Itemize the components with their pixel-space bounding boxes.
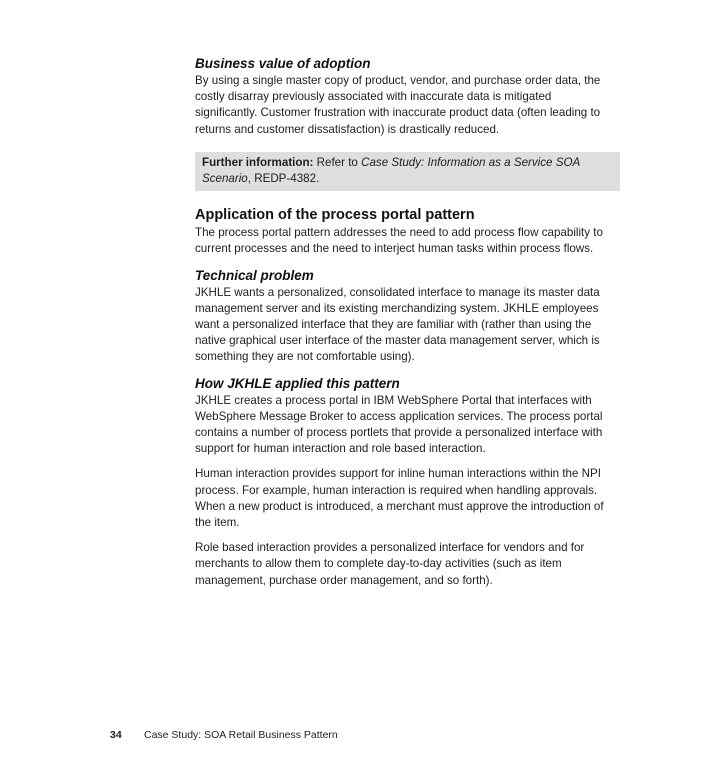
text-line: merchants to allow them to complete day-to-day activities (such as item (195, 557, 562, 571)
reference-id: , REDP-4382. (247, 172, 320, 186)
application-paragraph (195, 225, 620, 257)
text-line: contains a number of process portlets that provide a personalized interface with (195, 426, 603, 440)
application-heading: Application of the process portal pattern (195, 207, 475, 224)
how-applied-paragraph-2 (195, 466, 620, 531)
text-line: returns and customer dissatisfaction) is drastically reduced. (195, 122, 500, 136)
text-line: By using a single master copy of product, vendor, and purchase order data, the (195, 74, 601, 87)
text-line: the item. (195, 516, 240, 530)
text-line: something they are not comfortable using). (195, 350, 415, 364)
text-line: When a new product is introduced, a merchant must approve the introduction of (195, 499, 604, 513)
text-line: The process portal pattern addresses the need to add process flow capability to (195, 226, 603, 240)
text-line: management server and its existing merchandizing system. JKHLE employees (195, 301, 599, 315)
text-line: significantly. Customer frustration with inaccurate product data (often leading to (195, 106, 601, 120)
how-applied-paragraph-1 (195, 393, 620, 458)
further-information-box (195, 152, 620, 191)
further-information-text: Refer to (313, 155, 362, 169)
text-line: support for human interaction and role based interaction. (195, 442, 486, 456)
page-number: 34 (110, 729, 122, 741)
text-line: WebSphere Message Broker to access application services. The process portal (195, 409, 603, 423)
text-line: Human interaction provides support for inline human interactions within the NPI (195, 467, 601, 481)
technical-problem-paragraph (195, 285, 620, 366)
text-line: JKHLE wants a personalized, consolidated interface to manage its master data (195, 285, 600, 299)
reference-title-cont: Scenario (202, 172, 248, 186)
footer-title: Case Study: SOA Retail Business Pattern (144, 729, 338, 741)
reference-title: Case Study: Information as a Service SOA (361, 155, 581, 169)
text-line: native graphical user interface of the master data management server, which is (195, 334, 600, 348)
how-applied-heading: How JKHLE applied this pattern (195, 375, 400, 391)
text-line: Role based interaction provides a personalized interface for vendors and for (195, 541, 585, 555)
page-content (195, 55, 620, 589)
page-footer (110, 728, 338, 742)
further-information-label: Further information: (202, 155, 314, 169)
text-line: current processes and the need to interject human tasks within process flows. (195, 242, 594, 256)
text-line: JKHLE creates a process portal in IBM WebSphere Portal that interfaces with (195, 393, 592, 407)
business-value-heading: Business value of adoption (195, 56, 371, 71)
text-line: want a personalized interface that they are familiar with (rather than using the (195, 318, 592, 332)
how-applied-paragraph-3 (195, 540, 620, 589)
technical-problem-heading: Technical problem (195, 267, 314, 283)
text-line: costly disarray previously associated with inaccurate data is mitigated (195, 90, 552, 104)
business-value-paragraph (195, 73, 620, 138)
text-line: process. For example, human interaction is required when handling approvals. (195, 483, 598, 497)
text-line: management, purchase order management, and so forth). (195, 573, 493, 587)
